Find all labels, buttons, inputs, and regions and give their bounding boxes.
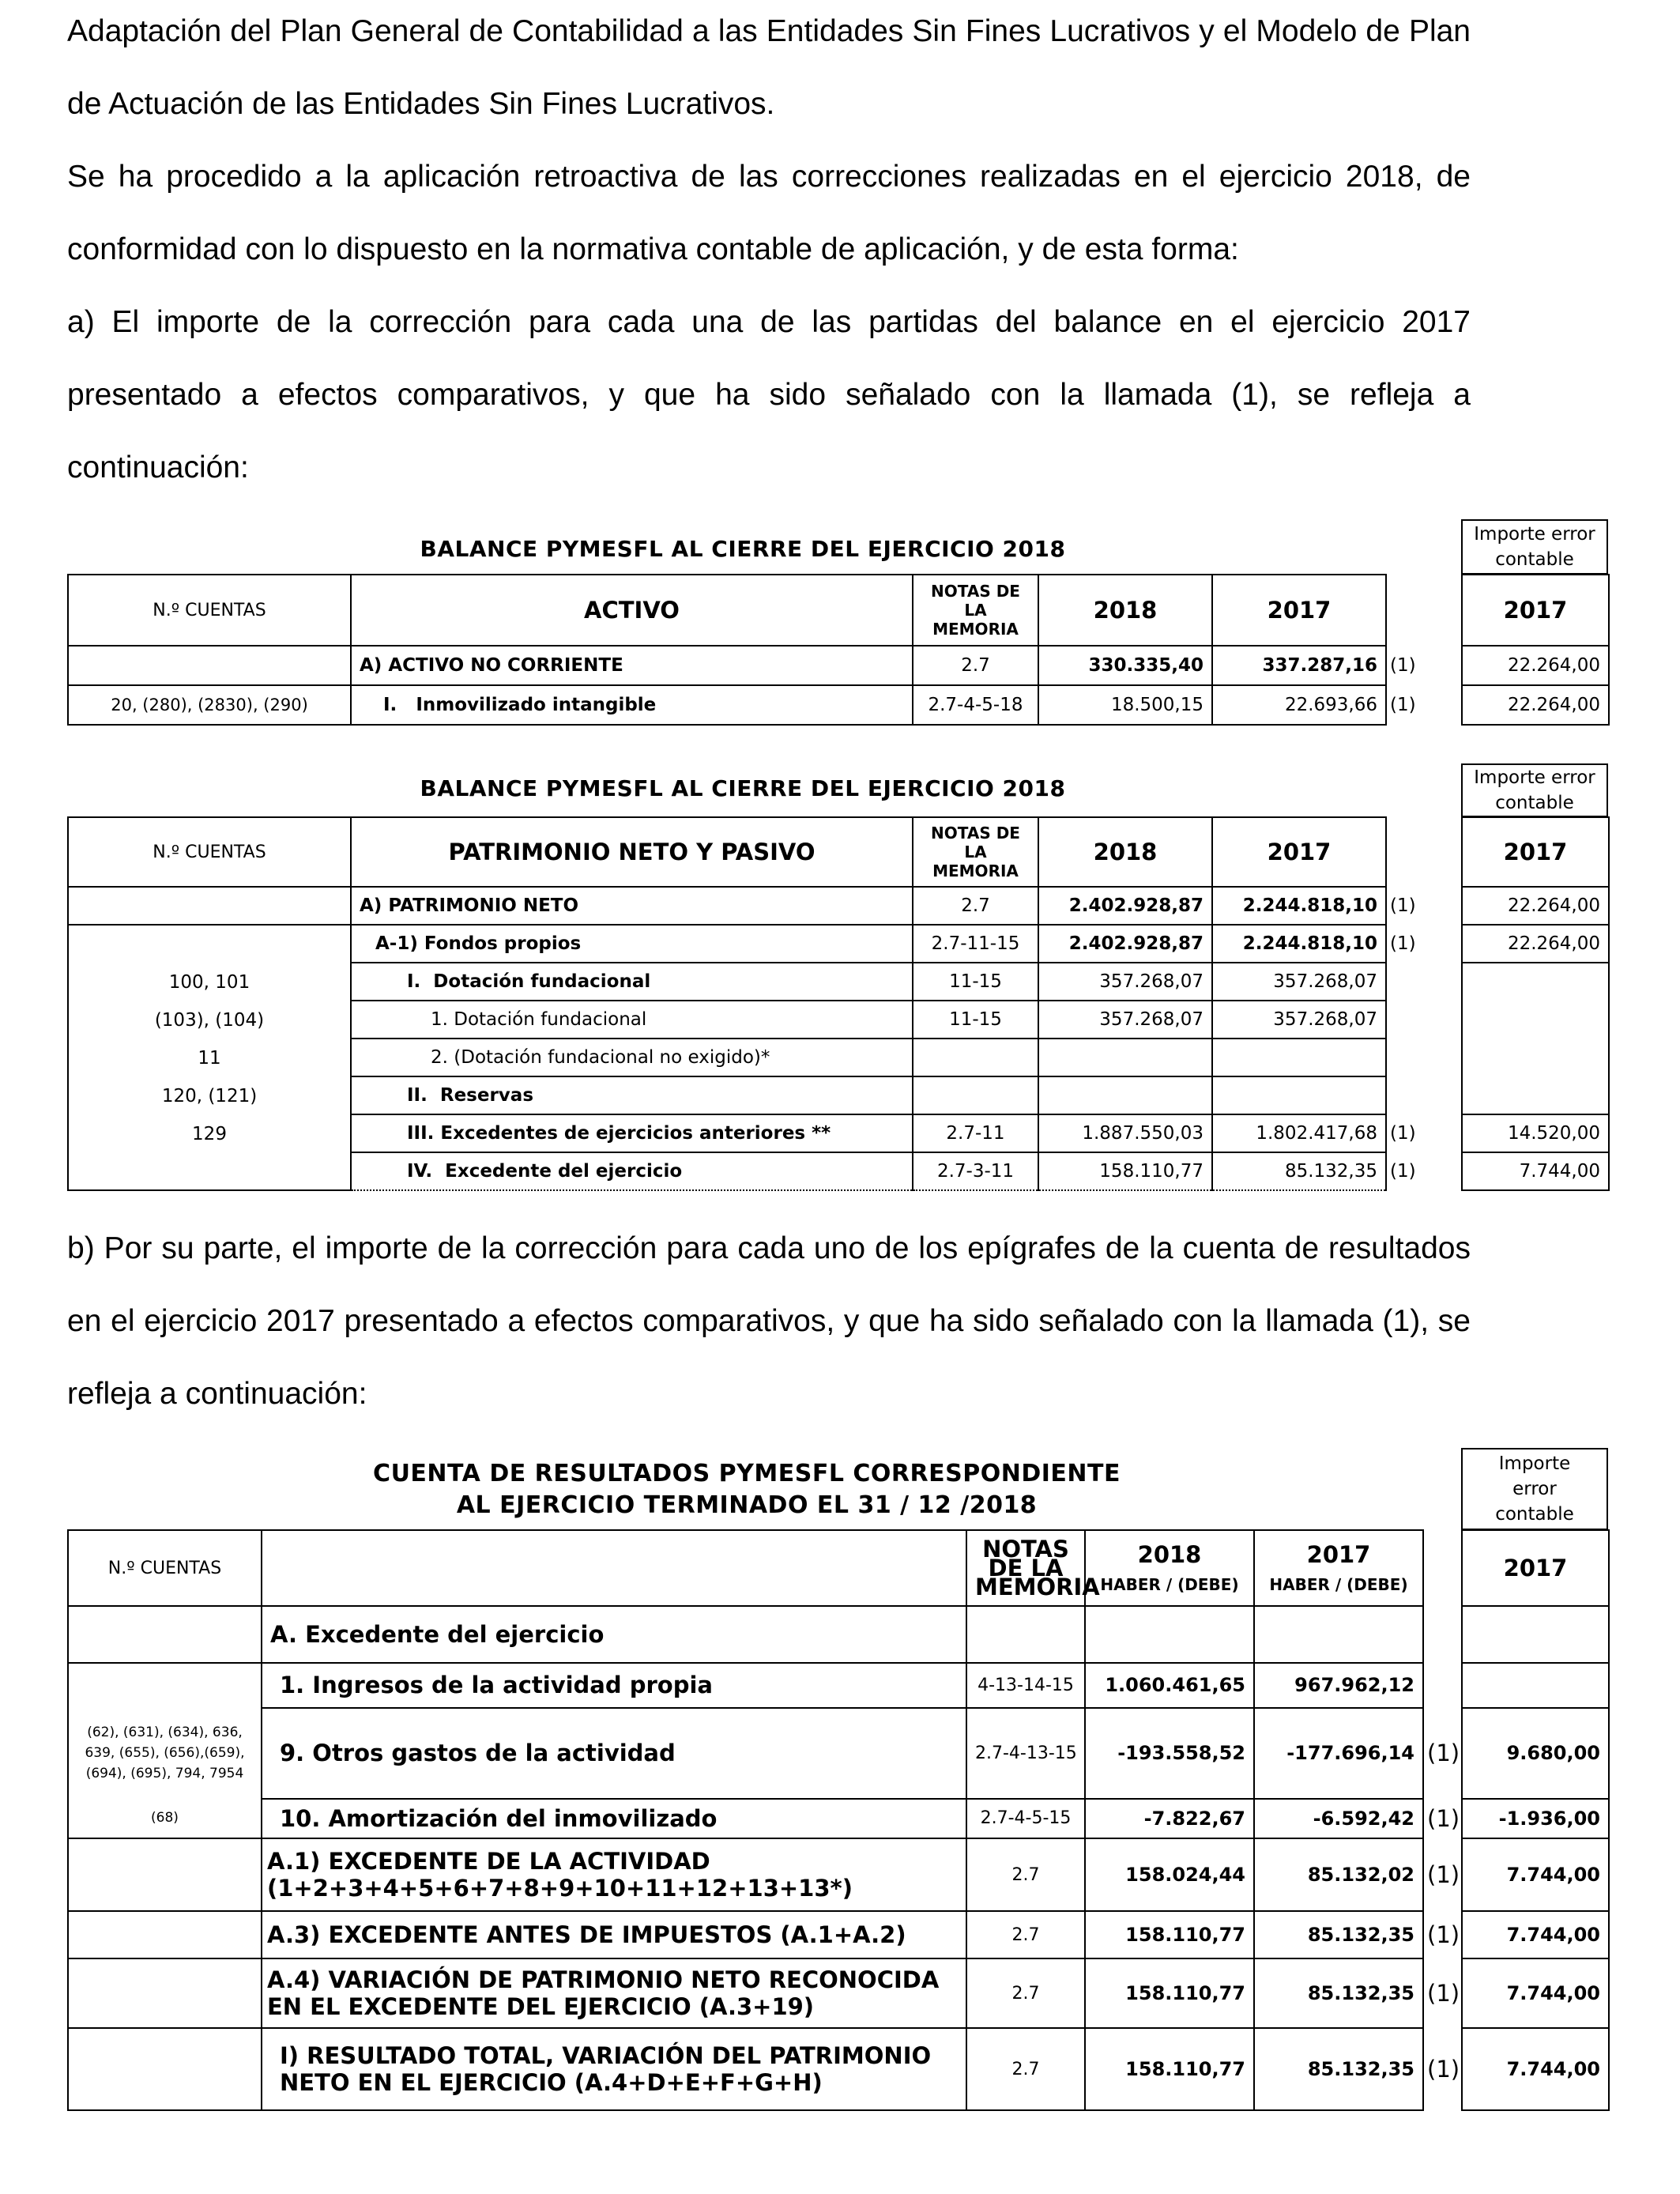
col-header-2018: 2018 — [1038, 575, 1212, 646]
table-row: 10. Amortización del inmovilizado 2.7-4-5-15 -7.822,67 -6.592,42 (1) -1.936,00 — [68, 1799, 1609, 1838]
col-header-err-2017: 2017 — [1462, 1530, 1609, 1606]
paragraph-intro: Adaptación del Plan General de Contabilidad a las Entidades Sin Fines Lucrativos y el Modelo de Plan de Actuación de las Entidades Sin Fines Lucrativos. — [67, 14, 1471, 121]
table2-title: BALANCE PYMESFL AL CIERRE DEL EJERCICIO 2018 — [420, 775, 1066, 801]
col-header-cuentas: N.º CUENTAS — [68, 1530, 262, 1606]
table-row: A) PATRIMONIO NETO 2.7 2.402.928,87 2.244.818,10 (1) 22.264,00 — [68, 887, 1609, 925]
table-row: A. Excedente del ejercicio — [68, 1606, 1609, 1663]
table-row: A.4) VARIACIÓN DE PATRIMONIO NETO RECONOCIDA EN EL EXCEDENTE DEL EJERCICIO (A.3+19) 2.7 158.110,77 85.132,35 (1) 7.744,00 — [68, 1958, 1609, 2028]
table3-error-header: Importe error contable — [1461, 1448, 1608, 1530]
col-header-2018: 2018 HABER / (DEBE) — [1085, 1530, 1254, 1606]
col-header-activo: ACTIVO — [351, 575, 913, 646]
col-header-cuentas: N.º CUENTAS — [68, 575, 351, 646]
table3-cuenta-resultados — [67, 1529, 1610, 2111]
table-row: I. Dotación fundacional 11-15 357.268,07 357.268,07 — [68, 963, 1609, 1001]
table-row: 100, 101 (103), (104) 11 120, (121) 129 A-1) Fondos propios 2.7-11-15 2.402.928,87 2.244.818,10 (1) 22.264,00 — [68, 925, 1609, 963]
cuentas-group: 100, 101 (103), (104) 11 120, (121) 129 — [68, 925, 351, 1190]
col-header-2017: 2017 — [1212, 817, 1386, 887]
col-header-notas: NOTAS DE LA MEMORIA — [913, 575, 1038, 646]
table-row: 1. Dotación fundacional 11-15 357.268,07 357.268,07 — [68, 1001, 1609, 1039]
col-header-2017: 2017 HABER / (DEBE) — [1254, 1530, 1423, 1606]
table-row: (62), (631), (634), 636, 639, (655), (656),(659),(694), (695), 794, 7954 (68) 1. Ingresos de la actividad propia 4-13-14-15 1.060.461,65 967.962,12 — [68, 1663, 1609, 1708]
table3-title: CUENTA DE RESULTADOS PYMESFL CORRESPONDIENTE AL EJERCICIO TERMINADO EL 31 / 12 /2018 — [373, 1460, 1121, 1519]
table-row: II. Reservas — [68, 1076, 1609, 1114]
table1-error-header: Importe error contable — [1461, 519, 1608, 575]
table-row: A.3) EXCEDENTE ANTES DE IMPUESTOS (A.1+A.2) 2.7 158.110,77 85.132,35 (1) 7.744,00 — [68, 1911, 1609, 1958]
table-row: I) RESULTADO TOTAL, VARIACIÓN DEL PATRIMONIO NETO EN EL EJERCICIO (A.4+D+E+F+G+H) 2.7 158.110,77 85.132,35 (1) 7.744,00 — [68, 2028, 1609, 2110]
table2-balance-pasivo — [67, 816, 1610, 1191]
err-empty-block — [1462, 963, 1609, 1114]
col-header-notas: NOTAS DE LA MEMORIA — [966, 1530, 1085, 1606]
col-header-2018: 2018 — [1038, 817, 1212, 887]
col-header-notas: NOTAS DE LA MEMORIA — [913, 817, 1038, 887]
table1-balance-activo — [67, 574, 1610, 726]
table-row: 2. (Dotación fundacional no exigido)* — [68, 1039, 1609, 1076]
col-header-err-2017: 2017 — [1462, 817, 1609, 887]
table-row: III. Excedentes de ejercicios anteriores ** 2.7-11 1.887.550,03 1.802.417,68 (1) 14.520,00 — [68, 1114, 1609, 1152]
paragraph-balance-intro: a) El importe de la corrección para cada una de las partidas del balance en el ejercicio 2017 presentado a efectos comparativos, y que ha sido señalado con la llamada (1), se refleja a continuación: — [67, 305, 1471, 484]
table-row: 20, (280), (2830), (290) I. Inmovilizado intangible 2.7-4-5-18 18.500,15 22.693,66 (1) 22.264,00 — [68, 685, 1609, 725]
col-header-err-2017: 2017 — [1462, 575, 1609, 646]
col-header-2017: 2017 — [1212, 575, 1386, 646]
col-header-pasivo: PATRIMONIO NETO Y PASIVO — [351, 817, 913, 887]
table-row: A) ACTIVO NO CORRIENTE 2.7 330.335,40 337.287,16 (1) 22.264,00 — [68, 646, 1609, 685]
paragraph-results-intro: b) Por su parte, el importe de la corrección para cada uno de los epígrafes de la cuenta de resultados en el ejercicio 2017 presentado a efectos comparativos, y que ha sido señalado con la llamada (1), se refleja a continuación: — [67, 1231, 1471, 1411]
table-row: A.1) EXCEDENTE DE LA ACTIVIDAD (1+2+3+4+5+6+7+8+9+10+11+12+13+13*) 2.7 158.024,44 85.132,02 (1) 7.744,00 — [68, 1838, 1609, 1911]
paragraph-retroactive: Se ha procedido a la aplicación retroactiva de las correcciones realizadas en el ejercicio 2018, de conformidad con lo dispuesto en la normativa contable de aplicación, y de esta forma: — [67, 160, 1471, 266]
col-header-cuentas: N.º CUENTAS — [68, 817, 351, 887]
table2-error-header: Importe error contable — [1461, 763, 1608, 817]
table1-title: BALANCE PYMESFL AL CIERRE DEL EJERCICIO 2018 — [420, 536, 1066, 562]
col-header-blank — [262, 1530, 966, 1606]
table-row: IV. Excedente del ejercicio 2.7-3-11 158.110,77 85.132,35 (1) 7.744,00 — [68, 1152, 1609, 1190]
table-row: 9. Otros gastos de la actividad 2.7-4-13-15 -193.558,52 -177.696,14 (1) 9.680,00 — [68, 1708, 1609, 1799]
cuentas-group: (62), (631), (634), 636, 639, (655), (656),(659),(694), (695), 794, 7954 (68) — [68, 1663, 262, 1838]
